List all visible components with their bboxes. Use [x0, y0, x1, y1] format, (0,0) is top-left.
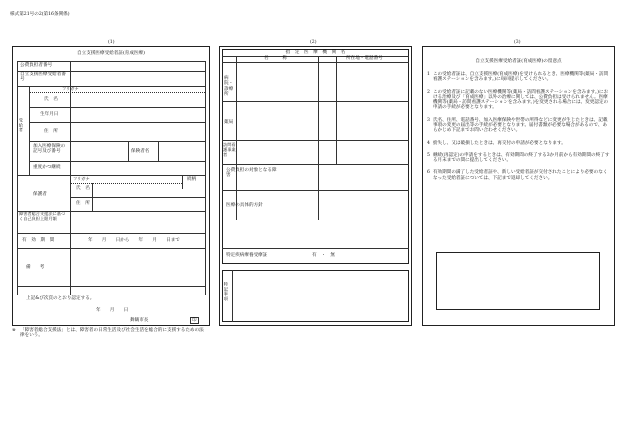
col-name-header: 名 称 [264, 56, 287, 61]
note-item [427, 153, 611, 164]
note-number: 5 [427, 152, 430, 158]
furigana-label: フリガナ [62, 86, 79, 91]
note-text: 紛失し、又は破損したときは、再交付の申請が必要となります。 [432, 140, 566, 146]
issuer-name: 舞鶴市長 [130, 318, 149, 323]
notes-label: 特記事項 [223, 282, 229, 301]
guardian-address-label: 住 所 [76, 201, 90, 206]
section-label-2: (2) [310, 40, 317, 45]
panel-2-table [222, 49, 409, 264]
date-line: 年 月 日 [96, 308, 129, 313]
row-nursing: 訪問看護事業者 [223, 142, 236, 157]
footnote-text: 「障害者総合支援法」とは、障害者の日常生活及び社会生活を総合的に支援するための法律をいう。 [20, 328, 204, 339]
note-text: 継続(再認定)の申請をするときは、有効期間の終了する3か月前から有効期間の終了する月末までの間に提出してください。 [432, 152, 610, 164]
recipient-number-label: 自立支援医療受給者番号 [20, 72, 66, 83]
medical-plan-label: 医療の具体的方針 [226, 203, 263, 208]
note-number: 4 [427, 140, 430, 146]
note-item [427, 90, 611, 111]
note-number: 1 [427, 72, 430, 77]
form-number: 様式第21号の2(第16条関係) [10, 12, 70, 17]
note-item [427, 118, 611, 134]
notes-list [427, 72, 611, 188]
guardian-furigana-label: フリガナ [73, 176, 90, 181]
row-pharmacy: 薬局 [224, 120, 234, 125]
name-label: 氏 名 [44, 97, 58, 102]
validity-format: 年 月 日から 年 月 日まで [88, 238, 180, 243]
col-address-header: 所在地・電話番号 [346, 56, 383, 61]
payer-number-label: 公費負担者番号 [20, 63, 53, 68]
note-text: この受給者証に記載のない医療機関等(薬局・訪問看護ステーションを含みます。)における治療及び「育成医療」以外の治療に関しては、公費負担は受けられません。医療機関等(薬局・訪問看護ステーションを含みます。)を変更される場合には、変更認定の申請の手続が必要となります。 [432, 89, 609, 111]
row-hospital: 病院・診療所 [224, 76, 234, 97]
copay-limit-label: 障害者総合支援法に基づく自己負担上限月額 [19, 211, 66, 221]
address-label: 住 所 [44, 129, 58, 134]
continuity-label: 重度かつ継続 [33, 165, 61, 170]
footnote-mark: ※ [12, 328, 16, 333]
section-label-3: (3) [514, 40, 521, 45]
panel-1 [12, 46, 210, 326]
remarks-label: 備 考 [26, 265, 45, 270]
note-number: 6 [427, 170, 430, 176]
institution-header: 指 定 医 療 機 関 名 [285, 50, 346, 55]
presence-options: 有 ・ 無 [312, 253, 335, 258]
note-item [427, 141, 611, 146]
notes-title: 自立支援医療受給者証(育成医療)の留意点 [475, 59, 562, 64]
contact-box [436, 252, 600, 310]
note-number: 3 [427, 117, 430, 123]
certification-text: 上記&び次頁のとおり認定する。 [26, 296, 95, 301]
specified-disease-label: 特定疾病療養受療証 [226, 253, 268, 258]
target-disability-label: 公費負担の対象となる障害 [226, 168, 277, 179]
note-number: 2 [427, 89, 430, 95]
note-item [427, 72, 611, 83]
note-item [427, 170, 611, 181]
section-label-1: (1) [108, 40, 115, 45]
insurance-symbol-label: 加入医療保険の記号及び番号 [33, 144, 66, 155]
birthdate-label: 生年月日 [40, 112, 59, 117]
recipient-side-label: 受給者 [18, 118, 24, 133]
validity-label: 有 効 期 間 [22, 238, 55, 243]
note-text: 有効期間の満了した受給者証や、新しい受給者証が交付されたことにより必要のなくなった受給者証については、下記まで返却してください。 [432, 170, 608, 181]
insurer-name-label: 保険者名 [131, 149, 150, 154]
panel-1-title: 自立支援医療受給者証(育成医療) [77, 51, 145, 56]
notes-box [222, 270, 409, 322]
note-text: この受給者証は、自立支援医療(育成医療)を受けられるとき、医療機関等(薬局・訪問看護ステーションを含みます。)に毎回提示してください。 [432, 72, 609, 83]
seal-mark: 印 [192, 318, 197, 323]
relation-label: 続柄 [187, 177, 197, 182]
guardian-label: 保護者 [33, 192, 47, 197]
note-text: 氏名、住所、電話番号、加入医療保険や世帯の所得などに変更が生じたときは、記載事項の変更の届出等の手続が必要となります。届付書類が必要な場合があるので、あらかじめ下記までお問い合わせください。 [432, 117, 608, 134]
guardian-name-label: 氏 名 [76, 186, 90, 191]
